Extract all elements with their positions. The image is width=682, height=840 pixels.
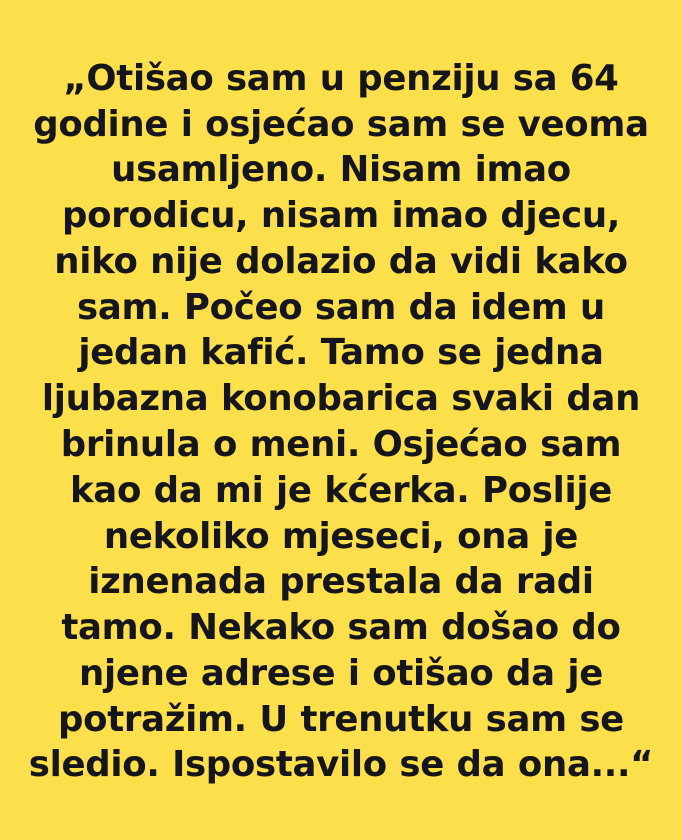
quote-text: „Otišao sam u penziju sa 64 godine i osjećao sam se veoma usamljeno. Nisam imao porodicu, nisam imao djecu, niko nije dolazio da vidi kako sam. Počeo sam da idem u jedan kafić. Tamo se jedna ljubazna konobarica svaki dan brinula o meni. Osjećao sam kao da mi je kćerka. Poslije nekoliko mjeseci, ona je iznenada prestala da radi tamo. Nekako sam došao do njene adrese i otišao da je potražim. U trenutku sam se sledio. Ispostavilo se da ona...“ [28,57,654,786]
